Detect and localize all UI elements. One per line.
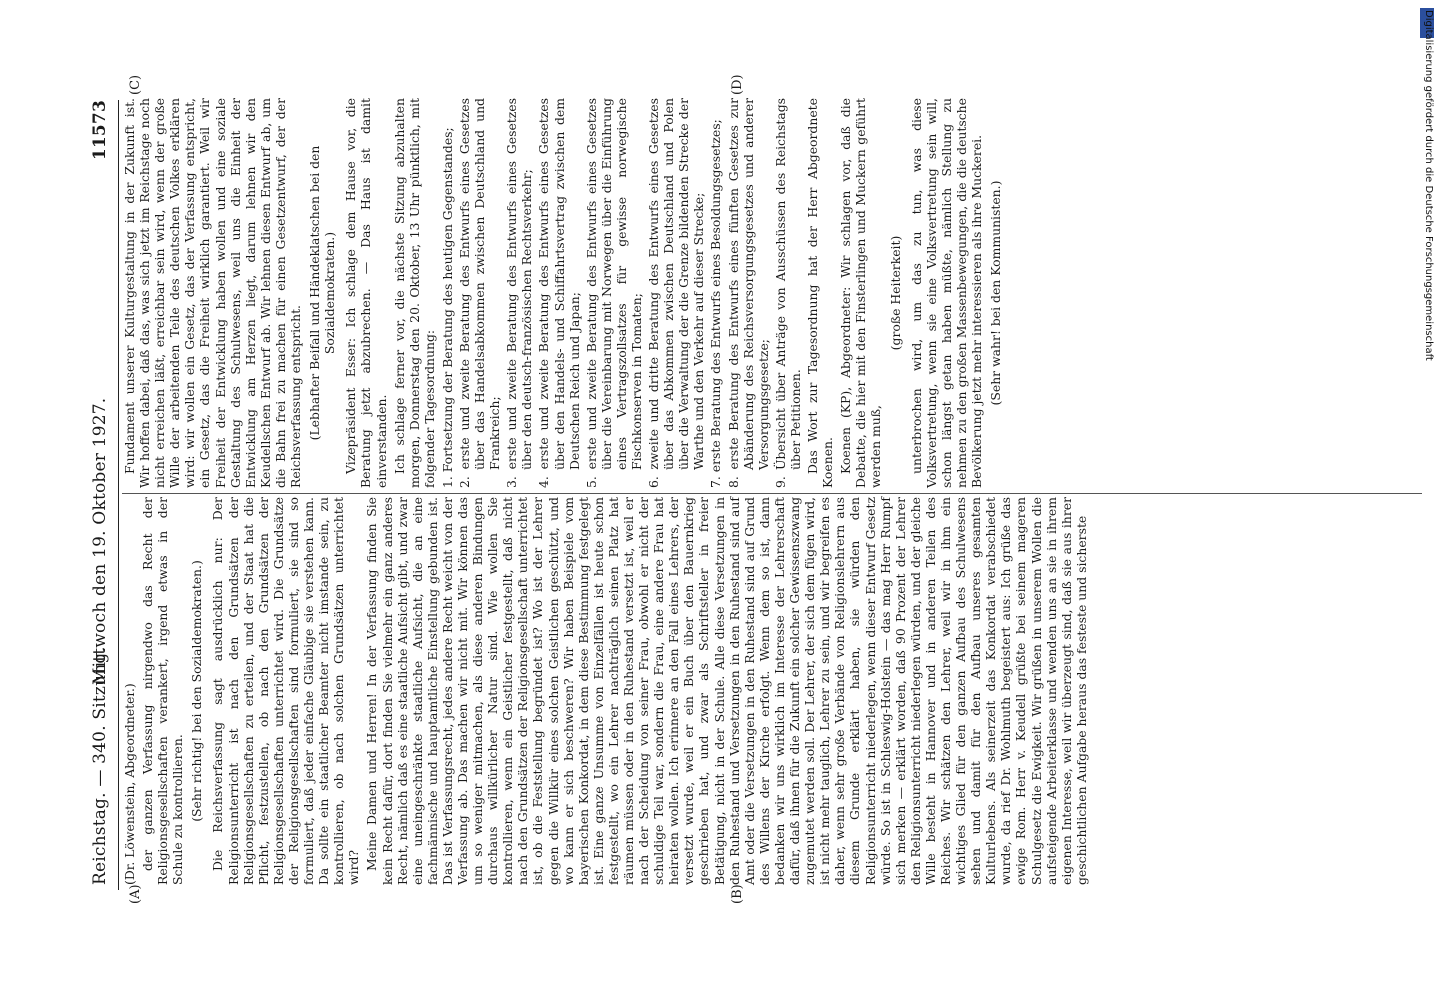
text-column-left: [122, 497, 1092, 885]
credit-text: Digitalisierung gefördert durch die Deutsche Forschungsgemeinschaft: [1423, 10, 1434, 361]
agenda-item: 7. erste Beratung des Entwurfs eines Besoldungsgesetzes;: [708, 119, 724, 488]
column-divider: [122, 493, 1422, 494]
paragraph: Meine Damen und Herren! In der Verfassung finden Sie kein Recht dafür, dort finden Sie vielmehr ein ganz anderes Recht, nämlich daß es eine staatliche Aufsicht gibt, und zwar eine uneingeschränkte staatliche Aufsicht, die an eine fachmännische und hauptamtliche Einstellung gebunden ist. Das ist Verfassungsrecht, jedes andere Recht weicht von der Verfassung ab. Das machen wir nicht mit. Wir können das um so weniger mitmachen, als diese anderen Bindungen durchaus willkürlicher Natur sind. Wie wollen Sie kontrollieren, wenn ein Geistlicher festgestellt, daß nicht nach den Grundsätzen der Religionsgesellschaft unterrichtet ist, ob die Feststellung begründet ist? Wo ist der Lehrer gegen die Willkür eines solchen Geistlichen geschützt, und wo kann er sich beschweren? Wir haben Beispiele vom bayerischen Konkordat, in dem diese Bestimmung festgelegt ist. Eine ganze Unsumme von Einzelfällen ist heute schon festgestellt, wo ein Lehrer nachträglich seinen Platz hat räumen müssen oder in den Ruhestand versetzt ist, weil er nach der Scheidung von seiner Frau, obwohl er nicht der schuldige Teil war, sondern die Frau, eine andere Frau hat heiraten wollen. Ich erinnere an den Fall eines Lehrers, der versetzt wurde, weil er ein Buch über den Bauernkrieg geschrieben hat, und zwar als Schriftsteller in freier Betätigung, nicht in der Schule. Alle diese Versetzungen in den Ruhestand und Versetzungen in den Ruhestand sind auf Amt oder die Versetzungen in den Ruhestand sind auf Grund des Willens der Kirche erfolgt. Wenn dem so ist, dann bedanken wir uns wirklich im Interesse der Lehrerschaft dafür, daß ihnen für die Zukunft ein solcher Gewissenszwang zugemutet werden soll. Der Lehrer, der sich dem fügen wird, ist nicht mehr tauglich, Lehrer zu sein, und wir begreifen es daher, wenn sehr große Verbände von Religionslehrern aus diesem Grunde erklärt haben, sie würden den Religionsunterricht niederlegen, wenn dieser Entwurf Gesetz würde. So ist in Schleswig-Holstein — das mag Herr Rumpf sich merken — erklärt worden, daß 90 Prozent der Lehrer den Religionsunterricht niederlegen würden, und der gleiche Wille besteht in Hannover und in anderen Teilen des Reiches. Wir schätzen den Lehrer, weil wir in ihm ein wichtiges Glied für den ganzen Aufbau des Schulwesens sehen und damit für den Aufbau unseres gesamten Kulturlebens. Als seinerzeit das Konkordat verabschiedet wurde, da rief Dr. Wohlmuth begeistert aus: Ich grüße das ewige Rom. Herr v. Keudell grüßte bei seinem mageren Schulgesetz die Ewigkeit. Wir grüßen in unserem Wollen die aufsteigende Arbeiterklasse und wenden uns an sie in ihrem eigenen Interesse, weil wir überzeugt sind, daß sie aus ihrer geschichtlichen Aufgabe heraus das festeste und sicherste: [364, 497, 1089, 885]
header-session: Reichstag. — 340. Sitzung.: [90, 646, 110, 885]
paragraph: Ich schlage ferner vor, die nächste Sitzung abzuhalten morgen, Donnerstag den 20. Oktober, 13 Uhr pünktlich, mit folgender Tagesordnung:: [391, 98, 437, 488]
speaker-continuation: (Dr. Löwenstein, Abgeordneter.): [122, 683, 137, 885]
interjection: (Lebhafter Beifall und Händeklatschen bei den Sozialdemokraten.): [307, 145, 338, 441]
paragraph: unterbrochen wird, um das zu tun, was diese Volksvertretung, wenn sie eine Volksvertretung sein will, schon längst getan haben müßte, nämlich Stellung zu nehmen zu den großen Massenbewegungen, die die deutsche Bevölkerung jetzt mehr interessieren als ihre Muckerei.: [908, 98, 984, 488]
agenda-item: 4. erste und zweite Beratung des Entwurfs eines Gesetzes über den Handels- und Schiffahrtsvertrag zwischen dem Deutschen Reich und Japan;: [536, 98, 582, 488]
interjection: (Sehr richtig! bei den Sozialdemokraten.): [189, 560, 205, 822]
agenda-item: 5. erste und zweite Beratung des Entwurfs eines Gesetzes über die Vereinbarung mit Norwegen über die Einführung eines Vertragszollsatzes für gewisse norwegische Fischkonserven in Tomaten;: [583, 98, 644, 488]
margin-mark-a: (A): [128, 884, 143, 904]
agenda-item: 3. erste und zweite Beratung des Entwurfs eines Gesetzes über den deutsch-französischen Rechtsverkehr;: [504, 98, 535, 488]
page-header: [90, 100, 120, 885]
header-rule: [118, 100, 119, 890]
agenda-item: 1. Fortsetzung der Beratung des heutigen Gegenstandes;: [439, 127, 455, 488]
agenda-item: 8. erste Beratung des Entwurfs eines fünften Gesetzes zur Abänderung des Reichsversorgungsgesetzes und anderer Versorgungsgesetze;: [725, 98, 771, 488]
paragraph: Fundament unserer Kulturgestaltung in der Zukunft ist. Wir hoffen dabei, daß das, was sich jetzt im Reichstage noch nicht erreichen läßt, erreichbar sein wird, wenn der große Wille der arbeitenden Teile des deutschen Volkes erklären wird: wir wollen ein Gesetz, das der Verfassung entspricht, ein Gesetz, das die Freiheit wirklich garantiert. Weil wir Freiheit der Entwicklung haben wollen und eine soziale Gestaltung des Schulwesens, weil uns die Einheit der Entwicklung am Herzen liegt, darum lehnen wir den Keudellschen Entwurf ab. Wir lehnen diesen Entwurf ab, um die Bahn frei zu machen für einen Gesetzentwurf, der der Reichsverfassung entspricht.: [122, 98, 304, 488]
paragraph: Vizepräsident Esser: Ich schlage dem Hause vor, die Beratung jetzt abzubrechen. — Das Haus ist damit einverstanden.: [343, 98, 389, 488]
paragraph: Koenen (KP), Abgeordneter: Wir schlagen vor, daß die Debatte, die hier mit den Finsterlingen und Muckern geführt werden muß,: [838, 98, 884, 488]
margin-mark-b: (B): [730, 884, 745, 904]
paragraph: Die Reichsverfassung sagt ausdrücklich nur: Der Religionsunterricht ist nach den Grundsätzen der Religionsgesellschaften zu erteilen, und der Staat hat die Pflicht, festzustellen, ob nach den Grundsätzen der Religionsgesellschaften unterrichtet wird. Die Grundsätze der Religionsgesellschaften sind formuliert, sie sind so formuliert, daß jeder einfache Gläubige sie verstehen kann. Da sollte ein staatlicher Beamter nicht imstande sein, zu kontrollieren, ob nach solchen Grundsätzen unterrichtet wird?: [210, 497, 362, 885]
interjection: (große Heiterkeit): [887, 235, 903, 351]
agenda-item: 2. erste und zweite Beratung des Entwurfs eines Gesetzes über das Handelsabkommen zwischen Deutschland und Frankreich;: [456, 98, 503, 488]
agenda-item: 6. zweite und dritte Beratung des Entwurfs eines Gesetzes über das Abkommen zwischen Deutschland und Polen über die Verwaltung der die Grenze bildenden Strecke der Warthe und den Verkehr auf dieser Strecke;: [646, 98, 707, 488]
margin-mark-d: (D): [730, 74, 745, 95]
digitization-credit: [1422, 10, 1434, 790]
agenda-item: 9. Übersicht über Anträge von Ausschüssen des Reichstags über Petitionen.: [772, 98, 803, 488]
agenda-list: [440, 98, 803, 488]
text-column-right: [122, 98, 1009, 488]
page-number: 11573: [90, 100, 110, 161]
interjection: (Sehr wahr! bei den Kommunisten.): [988, 180, 1004, 406]
paragraph: der ganzen Verfassung nirgendwo das Recht der Religionsgesellschaften verankert, irgend etwas in der Schule zu kontrollieren.: [140, 497, 186, 885]
header-date: Mittwoch den 19. Oktober 1927.: [90, 397, 110, 685]
paragraph: Das Wort zur Tagesordnung hat der Herr Abgeordnete Koenen.: [805, 98, 836, 488]
margin-mark-c: (C): [128, 74, 143, 95]
